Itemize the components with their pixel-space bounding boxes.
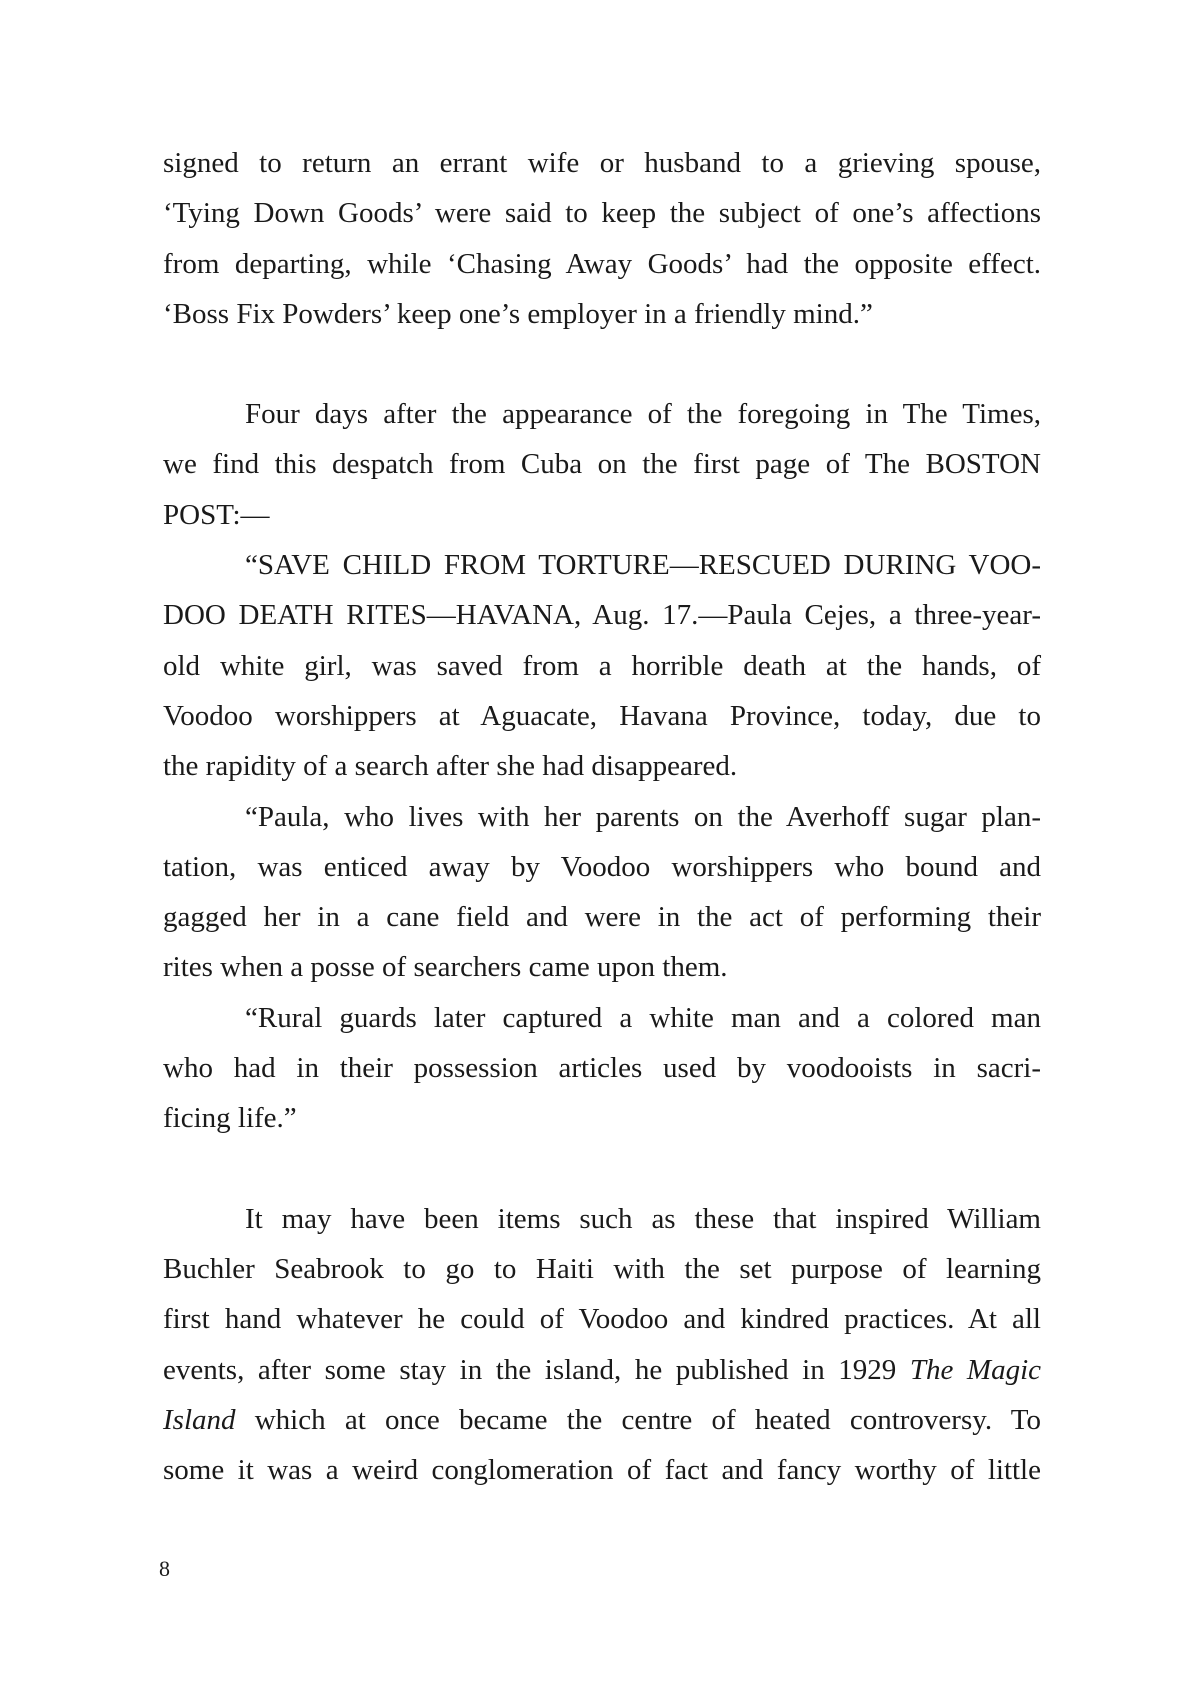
text-line: “Rural guards later captured a white man and a colored man xyxy=(245,1001,1041,1034)
text-line: signed to return an errant wife or husband to a grieving spouse, xyxy=(163,147,1041,179)
text-line: Voodoo worshippers at Aguacate, Havana Province, today, due to xyxy=(163,699,1041,732)
text-line: first hand whatever he could of Voodoo and kindred practices. At all xyxy=(163,1303,1041,1336)
text-line: ficing life.” xyxy=(163,1102,297,1135)
text-line: Four days after the appearance of the foregoing in The Times, xyxy=(245,398,1041,431)
text-line: DOO DEATH RITES—HAVANA, Aug. 17.—Paula Cejes, a three-year- xyxy=(163,599,1041,632)
book-title: Island xyxy=(163,1403,236,1436)
text-line xyxy=(163,1395,1041,1445)
paragraph-seabrook xyxy=(163,1194,1041,1496)
text-line: some it was a weird conglomeration of fact and fancy worthy of little xyxy=(163,1454,1041,1487)
text-line: ‘Tying Down Goods’ were said to keep the subject of one’s affections xyxy=(163,197,1041,230)
text-line xyxy=(163,1345,1041,1395)
paragraph-continuation xyxy=(163,138,1041,339)
text-line: rites when a posse of searchers came upon them. xyxy=(163,951,728,984)
quoted-despatch-headline xyxy=(163,540,1041,791)
text-line: the rapidity of a search after she had disappeared. xyxy=(163,750,738,783)
text-line: we find this despatch from Cuba on the first page of The BOSTON xyxy=(163,448,1041,481)
text-line: from departing, while ‘Chasing Away Goods’ had the opposite effect. xyxy=(163,247,1041,280)
text-line: POST:— xyxy=(163,498,270,531)
book-title: The Magic xyxy=(909,1353,1041,1386)
paragraph-gap xyxy=(163,1144,1041,1194)
text-line: ‘Boss Fix Powders’ keep one’s employer in a friendly mind.” xyxy=(163,297,873,330)
page-body xyxy=(163,138,1041,1495)
text-line: “SAVE CHILD FROM TORTURE—RESCUED DURING VOO- xyxy=(245,549,1041,582)
text-line: who had in their possession articles used by voodooists in sacri- xyxy=(163,1052,1041,1085)
text-line: old white girl, was saved from a horrible death at the hands, of xyxy=(163,649,1041,682)
text-line: Buchler Seabrook to go to Haiti with the set purpose of learning xyxy=(163,1252,1041,1285)
paragraph-intro-despatch xyxy=(163,389,1041,540)
quoted-despatch-paragraph xyxy=(163,993,1041,1144)
text-line: gagged her in a cane field and were in the act of performing their xyxy=(163,901,1041,934)
text-line: “Paula, who lives with her parents on the Averhoff sugar plan- xyxy=(245,800,1041,833)
paragraph-gap xyxy=(163,339,1041,389)
text-fragment: which at once became the centre of heated controversy. To xyxy=(235,1403,1041,1436)
text-line: tation, was enticed away by Voodoo worshippers who bound and xyxy=(163,850,1041,883)
page-number: 8 xyxy=(159,1556,170,1581)
quoted-despatch-paragraph xyxy=(163,792,1041,993)
text-fragment: events, after some stay in the island, he published in 1929 xyxy=(163,1353,910,1386)
text-line: It may have been items such as these that inspired William xyxy=(245,1202,1041,1235)
